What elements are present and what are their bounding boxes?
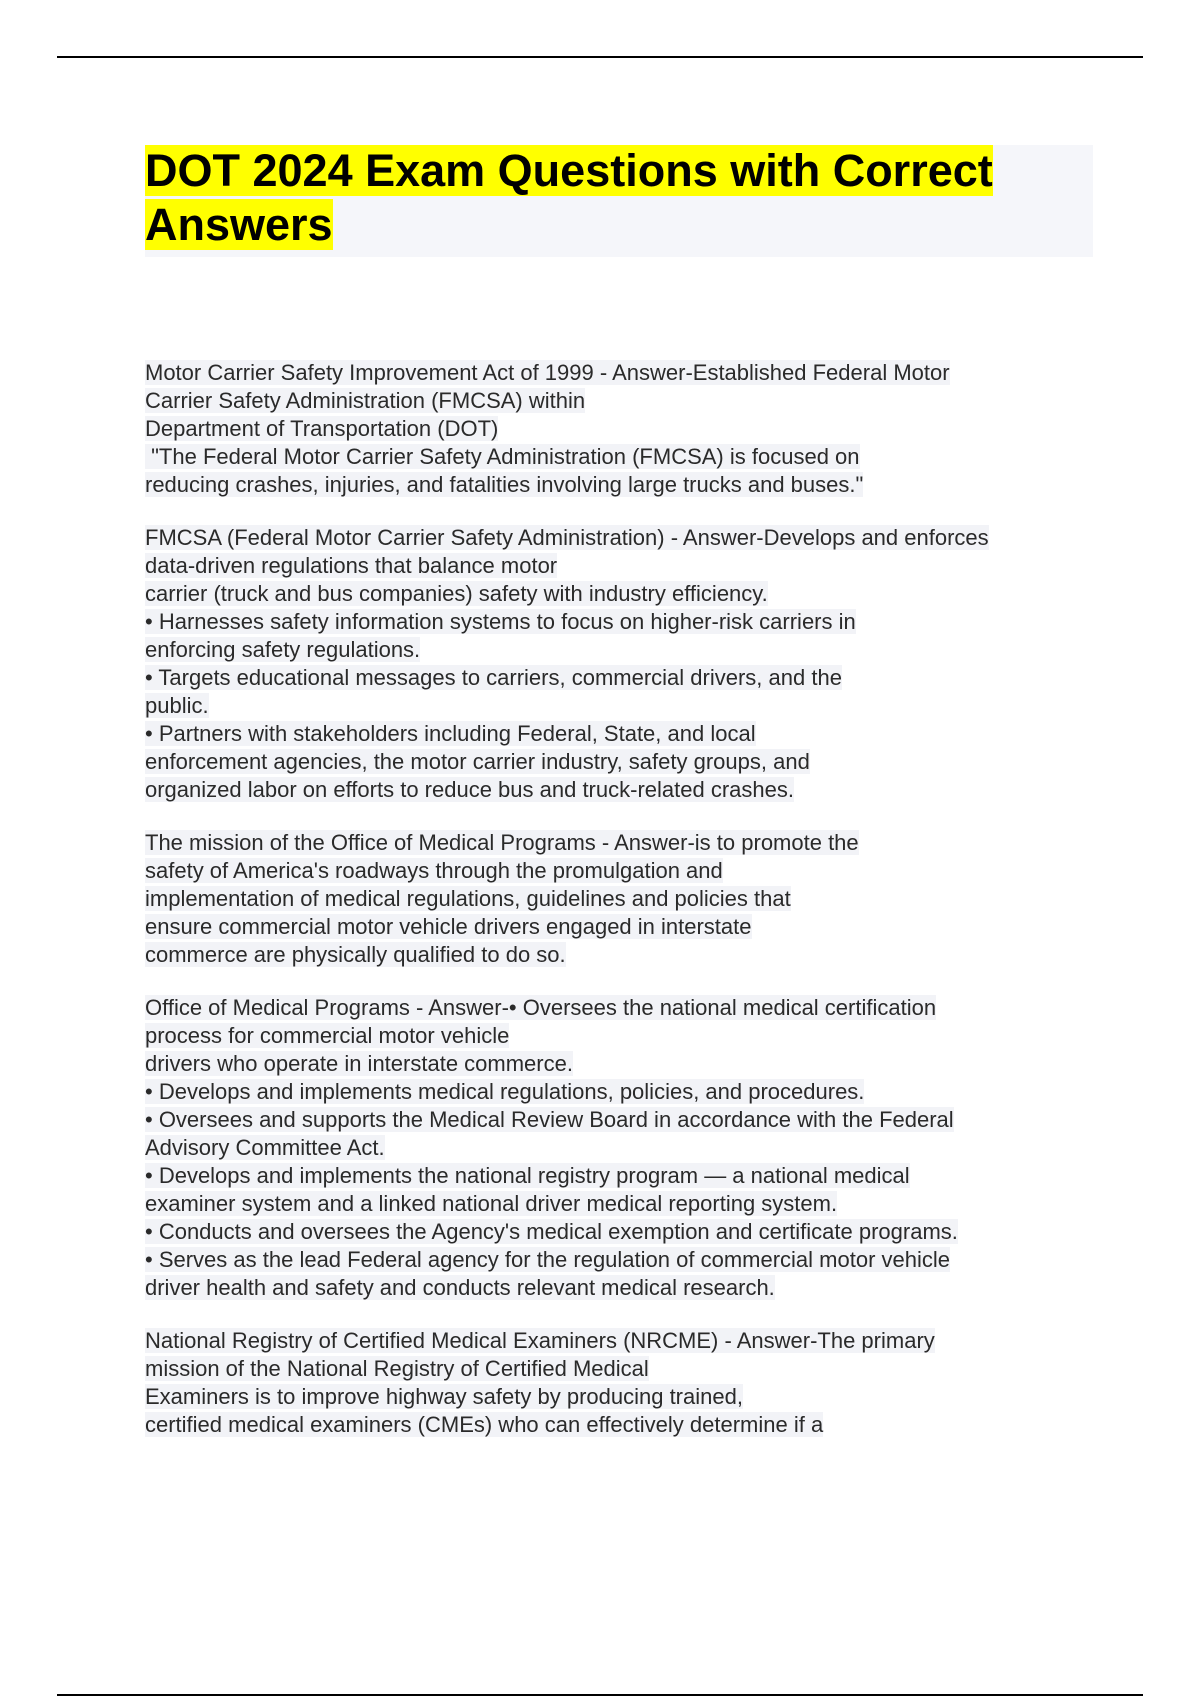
line-text: Motor Carrier Safety Improvement Act of 1999 - Answer-Established Federal Motor bbox=[145, 360, 950, 385]
line-text: • Conducts and oversees the Agency's medical exemption and certificate programs. bbox=[145, 1219, 958, 1244]
qa-entry-line bbox=[145, 443, 1125, 471]
line-text: • Develops and implements the national registry program — a national medical bbox=[145, 1163, 910, 1188]
qa-entry bbox=[145, 359, 1125, 499]
line-text: safety of America's roadways through the promulgation and bbox=[145, 858, 723, 883]
qa-entry-line bbox=[145, 387, 1125, 415]
top-rule bbox=[57, 56, 1143, 58]
qa-entry-line bbox=[145, 1218, 1125, 1246]
qa-entry bbox=[145, 524, 1125, 804]
qa-entry-line bbox=[145, 664, 1125, 692]
qa-entry-line bbox=[145, 1162, 1125, 1190]
qa-entry bbox=[145, 994, 1125, 1302]
qa-entry-line bbox=[145, 471, 1125, 499]
qa-entry-line bbox=[145, 692, 1125, 720]
line-text: "The Federal Motor Carrier Safety Administration (FMCSA) is focused on bbox=[145, 444, 860, 469]
line-text: Department of Transportation (DOT) bbox=[145, 416, 499, 441]
qa-entry-line bbox=[145, 415, 1125, 443]
line-text: Advisory Committee Act. bbox=[145, 1135, 385, 1160]
line-text: certified medical examiners (CMEs) who can effectively determine if a bbox=[145, 1412, 824, 1437]
qa-entry bbox=[145, 1327, 1125, 1439]
line-text: • Oversees and supports the Medical Review Board in accordance with the Federal bbox=[145, 1107, 954, 1132]
line-text: reducing crashes, injuries, and fatalities involving large trucks and buses." bbox=[145, 472, 864, 497]
qa-entry-line bbox=[145, 636, 1125, 664]
line-text: process for commercial motor vehicle bbox=[145, 1023, 510, 1048]
qa-entry-line bbox=[145, 776, 1125, 804]
line-text: enforcement agencies, the motor carrier industry, safety groups, and bbox=[145, 749, 810, 774]
line-text: public. bbox=[145, 693, 209, 718]
qa-entry-line bbox=[145, 748, 1125, 776]
line-text: • Partners with stakeholders including Federal, State, and local bbox=[145, 721, 756, 746]
qa-entry-line bbox=[145, 1078, 1125, 1106]
qa-entry-line bbox=[145, 580, 1125, 608]
line-text: mission of the National Registry of Certified Medical bbox=[145, 1356, 649, 1381]
line-text: Examiners is to improve highway safety by producing trained, bbox=[145, 1384, 743, 1409]
line-text: FMCSA (Federal Motor Carrier Safety Administration) - Answer-Develops and enforces bbox=[145, 525, 989, 550]
line-text: carrier (truck and bus companies) safety with industry efficiency. bbox=[145, 581, 768, 606]
line-text: examiner system and a linked national driver medical reporting system. bbox=[145, 1191, 838, 1216]
qa-entry-line bbox=[145, 1022, 1125, 1050]
qa-entry-line bbox=[145, 829, 1125, 857]
line-text: organized labor on efforts to reduce bus and truck-related crashes. bbox=[145, 777, 794, 802]
line-text: • Targets educational messages to carriers, commercial drivers, and the bbox=[145, 665, 842, 690]
line-text: commerce are physically qualified to do so. bbox=[145, 942, 566, 967]
line-text: • Serves as the lead Federal agency for the regulation of commercial motor vehicle bbox=[145, 1247, 950, 1272]
page-title bbox=[145, 144, 1075, 252]
document-body bbox=[145, 359, 1125, 1464]
line-text: data-driven regulations that balance motor bbox=[145, 553, 558, 578]
qa-entry-line bbox=[145, 1106, 1125, 1134]
line-text: drivers who operate in interstate commerce. bbox=[145, 1051, 573, 1076]
line-text: The mission of the Office of Medical Programs - Answer-is to promote the bbox=[145, 830, 859, 855]
qa-entry bbox=[145, 829, 1125, 969]
qa-entry-line bbox=[145, 1327, 1125, 1355]
qa-entry-line bbox=[145, 885, 1125, 913]
line-text: Carrier Safety Administration (FMCSA) within bbox=[145, 388, 586, 413]
line-text: implementation of medical regulations, guidelines and policies that bbox=[145, 886, 791, 911]
line-text: ensure commercial motor vehicle drivers engaged in interstate bbox=[145, 914, 752, 939]
qa-entry-line bbox=[145, 1050, 1125, 1078]
line-text: • Develops and implements medical regulations, policies, and procedures. bbox=[145, 1079, 865, 1104]
qa-entry-line bbox=[145, 1190, 1125, 1218]
bottom-rule bbox=[57, 1694, 1143, 1696]
line-text: Office of Medical Programs - Answer-• Oversees the national medical certification bbox=[145, 995, 937, 1020]
qa-entry-line bbox=[145, 1246, 1125, 1274]
line-text: driver health and safety and conducts relevant medical research. bbox=[145, 1275, 775, 1300]
qa-entry-line bbox=[145, 524, 1125, 552]
qa-entry-line bbox=[145, 359, 1125, 387]
qa-entry-line bbox=[145, 941, 1125, 969]
qa-entry-line bbox=[145, 913, 1125, 941]
line-text: • Harnesses safety information systems to focus on higher-risk carriers in bbox=[145, 609, 856, 634]
title-highlight: DOT 2024 Exam Questions with Correct Answers bbox=[145, 145, 993, 250]
qa-entry-line bbox=[145, 1411, 1125, 1439]
qa-entry-line bbox=[145, 994, 1125, 1022]
qa-entry-line bbox=[145, 1355, 1125, 1383]
qa-entry-line bbox=[145, 608, 1125, 636]
line-text: enforcing safety regulations. bbox=[145, 637, 421, 662]
qa-entry-line bbox=[145, 857, 1125, 885]
qa-entry-line bbox=[145, 552, 1125, 580]
qa-entry-line bbox=[145, 1383, 1125, 1411]
qa-entry-line bbox=[145, 720, 1125, 748]
qa-entry-line bbox=[145, 1134, 1125, 1162]
line-text: National Registry of Certified Medical Examiners (NRCME) - Answer-The primary bbox=[145, 1328, 935, 1353]
qa-entry-line bbox=[145, 1274, 1125, 1302]
